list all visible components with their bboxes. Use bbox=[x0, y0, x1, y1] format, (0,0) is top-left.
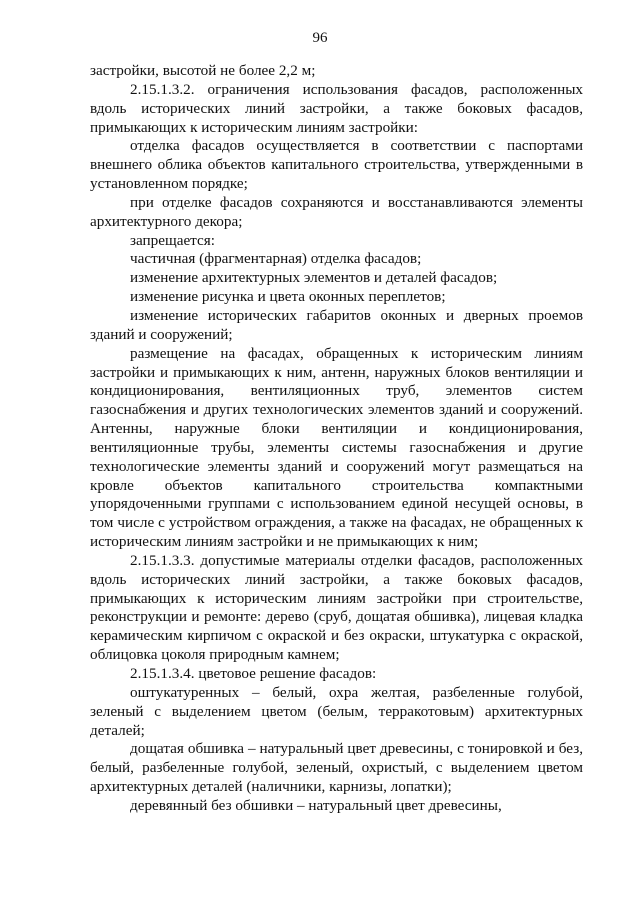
paragraph-continuation: застройки, высотой не более 2,2 м; bbox=[90, 62, 316, 79]
document-body bbox=[90, 62, 583, 816]
paragraph-clause-2-15-1-3-2: 2.15.1.3.2. ограничения использования фасадов, расположенных вдоль исторических линий застройки, а также боковых фасадов, примыкающих к историческим линиям застройки: bbox=[90, 80, 583, 136]
paragraph-boarding-colors: дощатая обшивка – натуральный цвет древесины, с тонировкой и без, белый, разбеленные голубой, зеленый, охристый, с выделением цветом архитектурных деталей (наличники, карнизы, лопатки); bbox=[90, 740, 583, 796]
paragraph-window-frames: изменение рисунка и цвета оконных переплетов; bbox=[130, 288, 446, 306]
paragraph-plastered-colors: оштукатуренных – белый, охра желтая, разбеленные голубой, зеленый с выделением цветом (белым, терракотовым) архитектурных деталей; bbox=[90, 683, 583, 739]
paragraph-partial-finishing: частичная (фрагментарная) отделка фасадов; bbox=[130, 250, 422, 268]
paragraph-prohibited-heading: запрещается: bbox=[130, 231, 215, 249]
paragraph-wooden-colors: деревянный без обшивки – натуральный цвет древесины, bbox=[130, 796, 502, 814]
paragraph-clause-2-15-1-3-4: 2.15.1.3.4. цветовое решение фасадов: bbox=[130, 665, 377, 682]
page-number: 96 bbox=[312, 30, 328, 46]
paragraph-decor-preservation: при отделке фасадов сохраняются и восстанавливаются элементы архитектурного декора; bbox=[90, 193, 583, 230]
paragraph-equipment-placement: размещение на фасадах, обращенных к историческим линиям застройки и примыкающих к ним, антенн, наружных блоков вентиляции и кондиционирования, вентиляционных труб, элементов систем газоснабжения и других технологических элементов зданий и сооружений. Антенны, наружные блоки вентиляции и кондиционирования, вентиляционные трубы, элементы системы газоснабжения и другие технологические элементы зданий и сооружений могут размещаться на кровле объектов капитального строительства компактными упорядоченными группами с использованием единой несущей основы, в том числе с устройством ограждения, а также на фасадах, не обращенных к историческим линиям застройки и не примыкающих к ним; bbox=[90, 344, 583, 551]
paragraph-facade-passport: отделка фасадов осуществляется в соответствии с паспортами внешнего облика объектов капитального строительства, утвержденными в установленном порядке; bbox=[90, 137, 583, 193]
paragraph-clause-2-15-1-3-3: 2.15.1.3.3. допустимые материалы отделки фасадов, расположенных вдоль исторических линий застройки, а также боковых фасадов, примыкающих к историческим линиям застройки при строительстве, реконструкции и ремонте: дерево (сруб, дощатая обшивка), лицевая кладка керамическим кирпичом с окраской и без окраски, штукатурка с окраской, облицовка цоколя природным камнем; bbox=[90, 551, 583, 664]
paragraph-openings-dimensions: изменение исторических габаритов оконных и дверных проемов зданий и сооружений; bbox=[90, 306, 583, 343]
paragraph-architectural-elements: изменение архитектурных элементов и деталей фасадов; bbox=[130, 269, 498, 287]
